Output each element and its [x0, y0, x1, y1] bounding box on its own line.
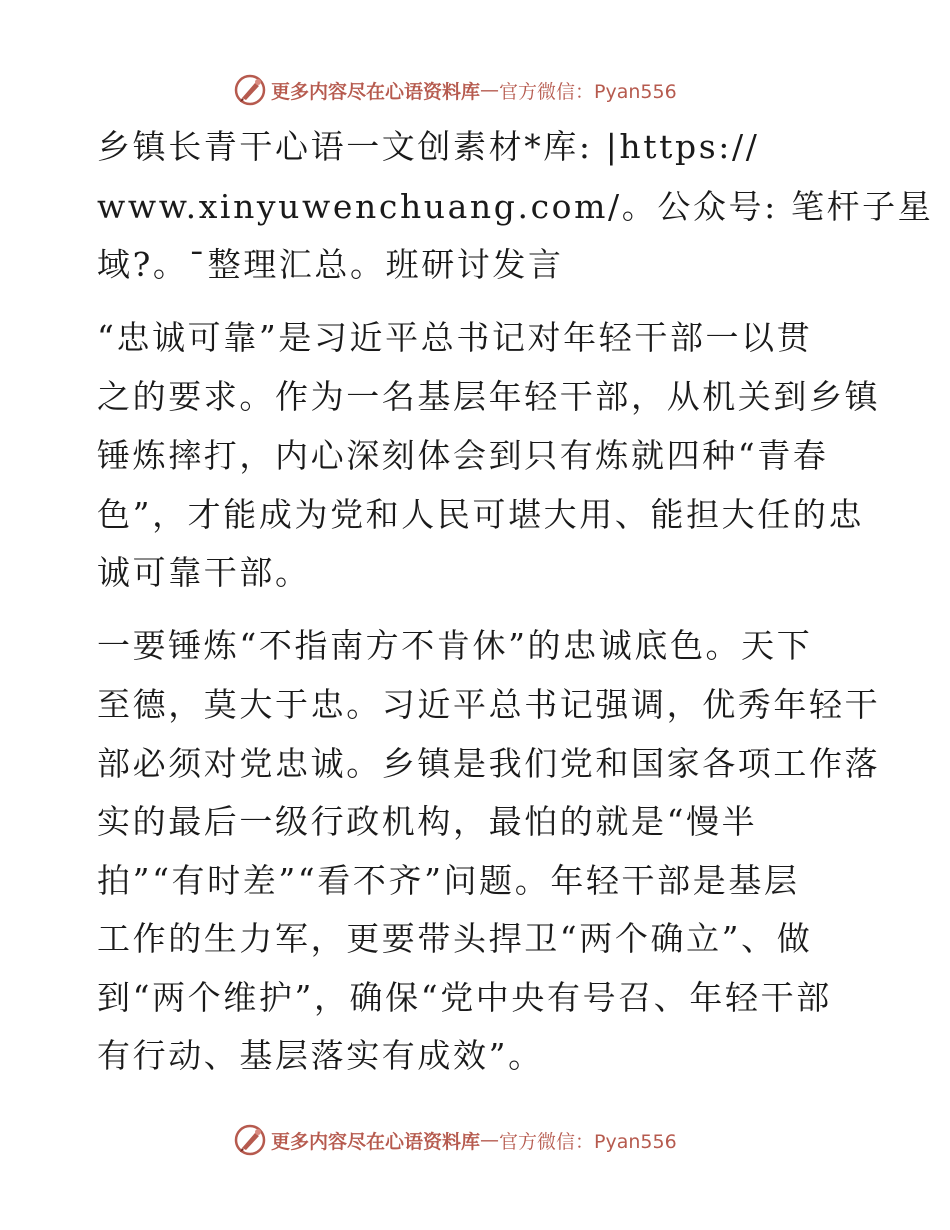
- body-line: 至德，莫大于忠。习近平总书记强调，优秀年轻干: [97, 685, 881, 724]
- body-line: 色”，才能成为党和人民可堪大用、能担大任的忠: [97, 495, 865, 534]
- body-line: 拍”“有时差”“看不齐”问题。年轻干部是基层: [97, 861, 800, 900]
- watermark-wechat-text: 官方微信：Pyan556: [499, 80, 677, 103]
- body-line: 域?。¯整理汇总。班研讨发言: [97, 245, 564, 284]
- pen-logo-icon: [233, 1123, 267, 1157]
- body-line: 到“两个维护”，确保“党中央有号召、年轻干部: [97, 978, 832, 1017]
- header-watermark: [233, 73, 677, 107]
- body-line: 锤炼摔打，内心深刻体会到只有炼就四种“青春: [97, 436, 829, 475]
- body-line: “忠诚可靠”是习近平总书记对年轻干部一以贯: [97, 318, 813, 357]
- body-line: 一要锤炼“不指南方不肯休”的忠诚底色。天下: [97, 626, 813, 665]
- body-line: 实的最后一级行政机构，最怕的就是“慢半: [97, 802, 758, 841]
- watermark-dash: —: [480, 79, 500, 101]
- body-line: 乡镇长青干心语一文创素材*库: |https://: [97, 127, 760, 166]
- watermark-wechat-text: 官方微信：Pyan556: [499, 1130, 677, 1153]
- body-line: 部必须对党忠诚。乡镇是我们党和国家各项工作落: [97, 744, 881, 783]
- body-line: 工作的生力军，更要带头捍卫“两个确立”、做: [97, 919, 813, 958]
- watermark-dash: —: [480, 1129, 500, 1151]
- body-line: 有行动、基层落实有成效”。: [97, 1036, 544, 1075]
- body-line: 诚可靠干部。: [97, 553, 311, 592]
- body-line: 之的要求。作为一名基层年轻干部，从机关到乡镇: [97, 377, 881, 416]
- footer-watermark: [233, 1123, 677, 1157]
- watermark-main-text: 更多内容尽在心语资料库: [271, 1130, 481, 1153]
- pen-logo-icon: [233, 73, 267, 107]
- watermark-main-text: 更多内容尽在心语资料库: [271, 80, 481, 103]
- body-line: www.xinyuwenchuang.com/。公众号: 笔杆子星: [97, 187, 934, 226]
